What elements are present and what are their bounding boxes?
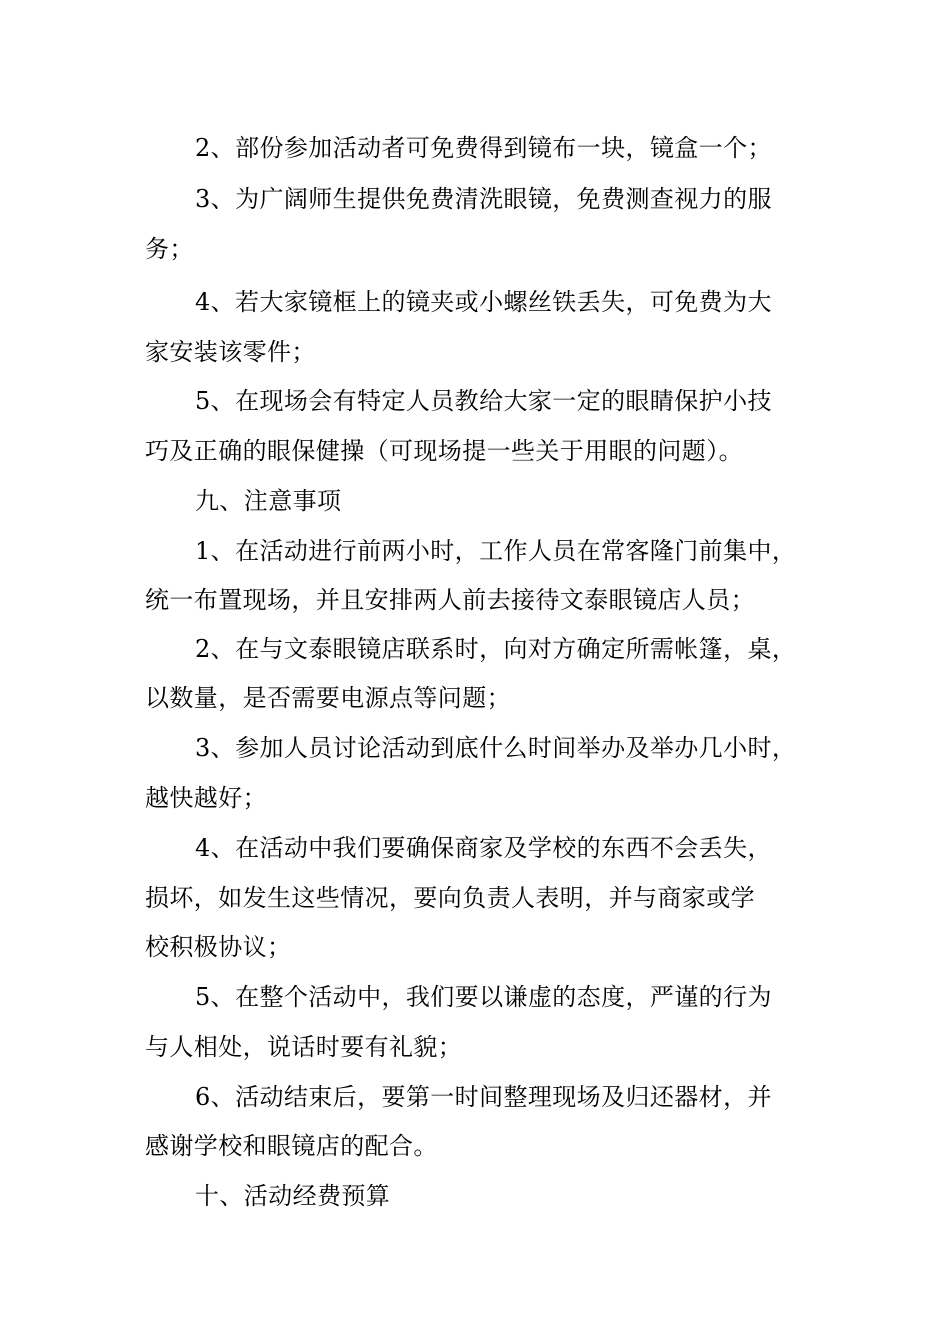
text-line: 务；	[145, 235, 194, 263]
text-line: 统一布置现场，并且安排两人前去接待文泰眼镜店人员；	[145, 586, 755, 614]
text-line: 越快越好；	[145, 784, 267, 812]
text-line: 5、在整个活动中，我们要以谦虚的态度，严谨的行为	[195, 983, 772, 1011]
text-line: 巧及正确的眼保健操（可现场提一些关于用眼的问题）。	[145, 437, 743, 465]
text-line: 3、为广阔师生提供免费清洗眼镜，免费测查视力的服	[195, 185, 772, 213]
text-line: 校积极协议；	[145, 933, 292, 961]
text-line: 4、若大家镜框上的镜夹或小螺丝铁丢失，可免费为大	[195, 288, 772, 316]
section-heading: 十、活动经费预算	[195, 1182, 391, 1210]
text-line: 与人相处，说话时要有礼貌；	[145, 1033, 463, 1061]
text-line: 感谢学校和眼镜店的配合。	[145, 1132, 438, 1160]
text-line: 2、在与文泰眼镜店联系时，向对方确定所需帐篷，桌，	[195, 635, 797, 663]
text-line: 3、参加人员讨论活动到底什么时间举办及举办几小时，	[195, 734, 797, 762]
text-line: 2、部份参加活动者可免费得到镜布一块，镜盒一个；	[195, 134, 772, 162]
text-line: 6、活动结束后，要第一时间整理现场及归还器材，并	[195, 1083, 772, 1111]
text-line: 5、在现场会有特定人员教给大家一定的眼睛保护小技	[195, 387, 772, 415]
section-heading: 九、注意事项	[195, 487, 342, 515]
text-line: 损坏，如发生这些情况，要向负责人表明，并与商家或学	[145, 884, 755, 912]
text-line: 4、在活动中我们要确保商家及学校的东西不会丢失，	[195, 834, 772, 862]
text-line: 以数量，是否需要电源点等问题；	[145, 684, 511, 712]
text-line: 1、在活动进行前两小时，工作人员在常客隆门前集中，	[195, 537, 797, 565]
text-line: 家安装该零件；	[145, 338, 316, 366]
